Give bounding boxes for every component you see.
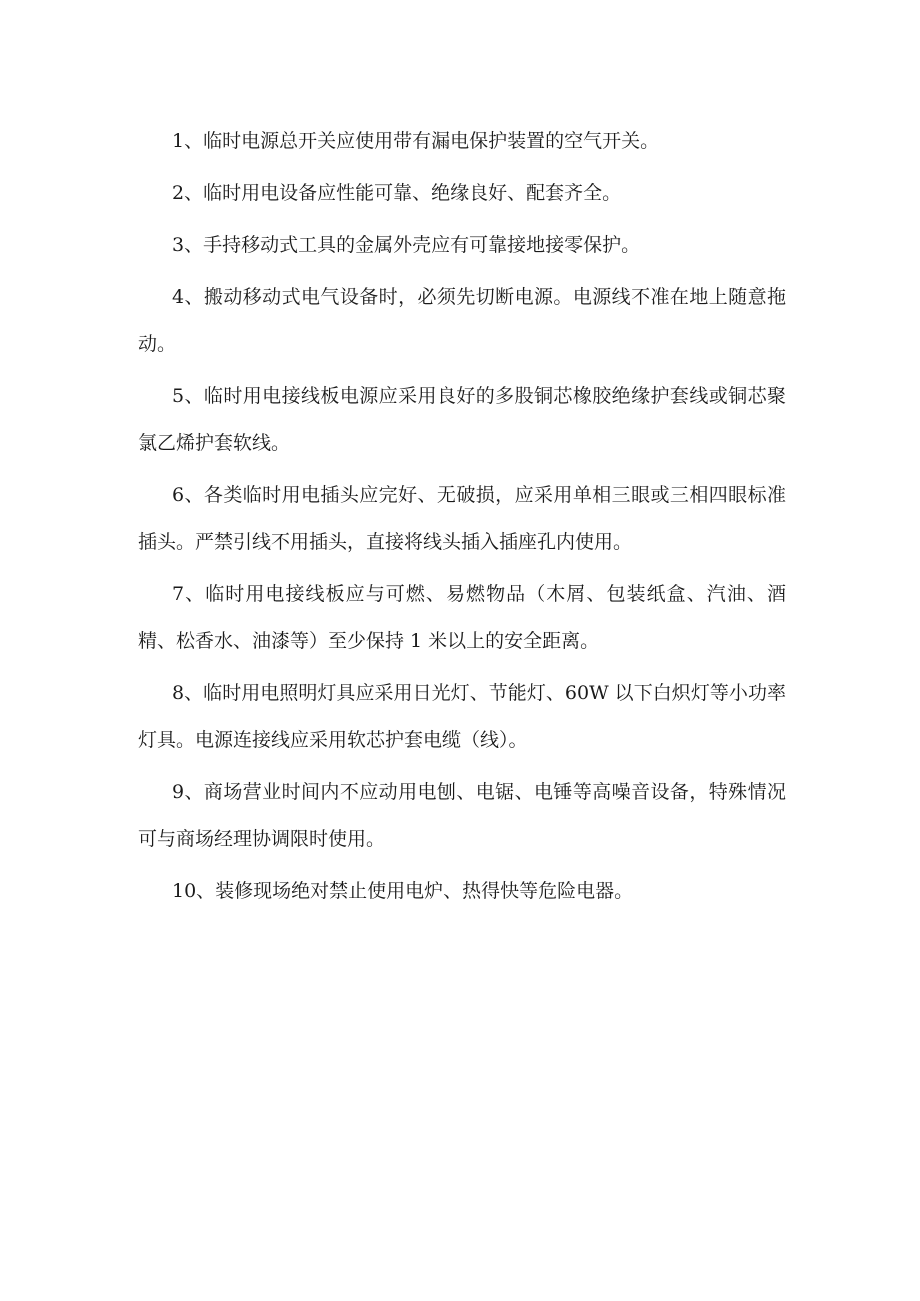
rule-item-6: 6、各类临时用电插头应完好、无破损，应采用单相三眼或三相四眼标准插头。严禁引线不用插头，直接将线头插入插座孔内使用。 <box>138 484 786 553</box>
rule-item-8: 8、临时用电照明灯具应采用日光灯、节能灯、60W 以下白炽灯等小功率灯具。电源连接线应采用软芯护套电缆（线）。 <box>138 682 786 751</box>
rule-item-9: 9、商场营业时间内不应动用电刨、电锯、电锤等高噪音设备，特殊情况可与商场经理协调限时使用。 <box>138 781 786 850</box>
rule-item-5: 5、临时用电接线板电源应采用良好的多股铜芯橡胶绝缘护套线或铜芯聚氯乙烯护套软线。 <box>138 385 786 454</box>
rule-item-10: 10、装修现场绝对禁止使用电炉、热得快等危险电器。 <box>172 880 634 902</box>
document-body <box>138 118 786 920</box>
rule-item-2: 2、临时用电设备应性能可靠、绝缘良好、配套齐全。 <box>172 182 622 204</box>
rule-item-3: 3、手持移动式工具的金属外壳应有可靠接地接零保护。 <box>172 234 641 256</box>
rule-item-4: 4、搬动移动式电气设备时，必须先切断电源。电源线不准在地上随意拖动。 <box>138 286 786 355</box>
rule-item-7: 7、临时用电接线板应与可燃、易燃物品（木屑、包装纸盒、汽油、酒精、松香水、油漆等）至少保持 1 米以上的安全距离。 <box>138 583 786 652</box>
rule-item-1: 1、临时电源总开关应使用带有漏电保护装置的空气开关。 <box>172 130 660 152</box>
